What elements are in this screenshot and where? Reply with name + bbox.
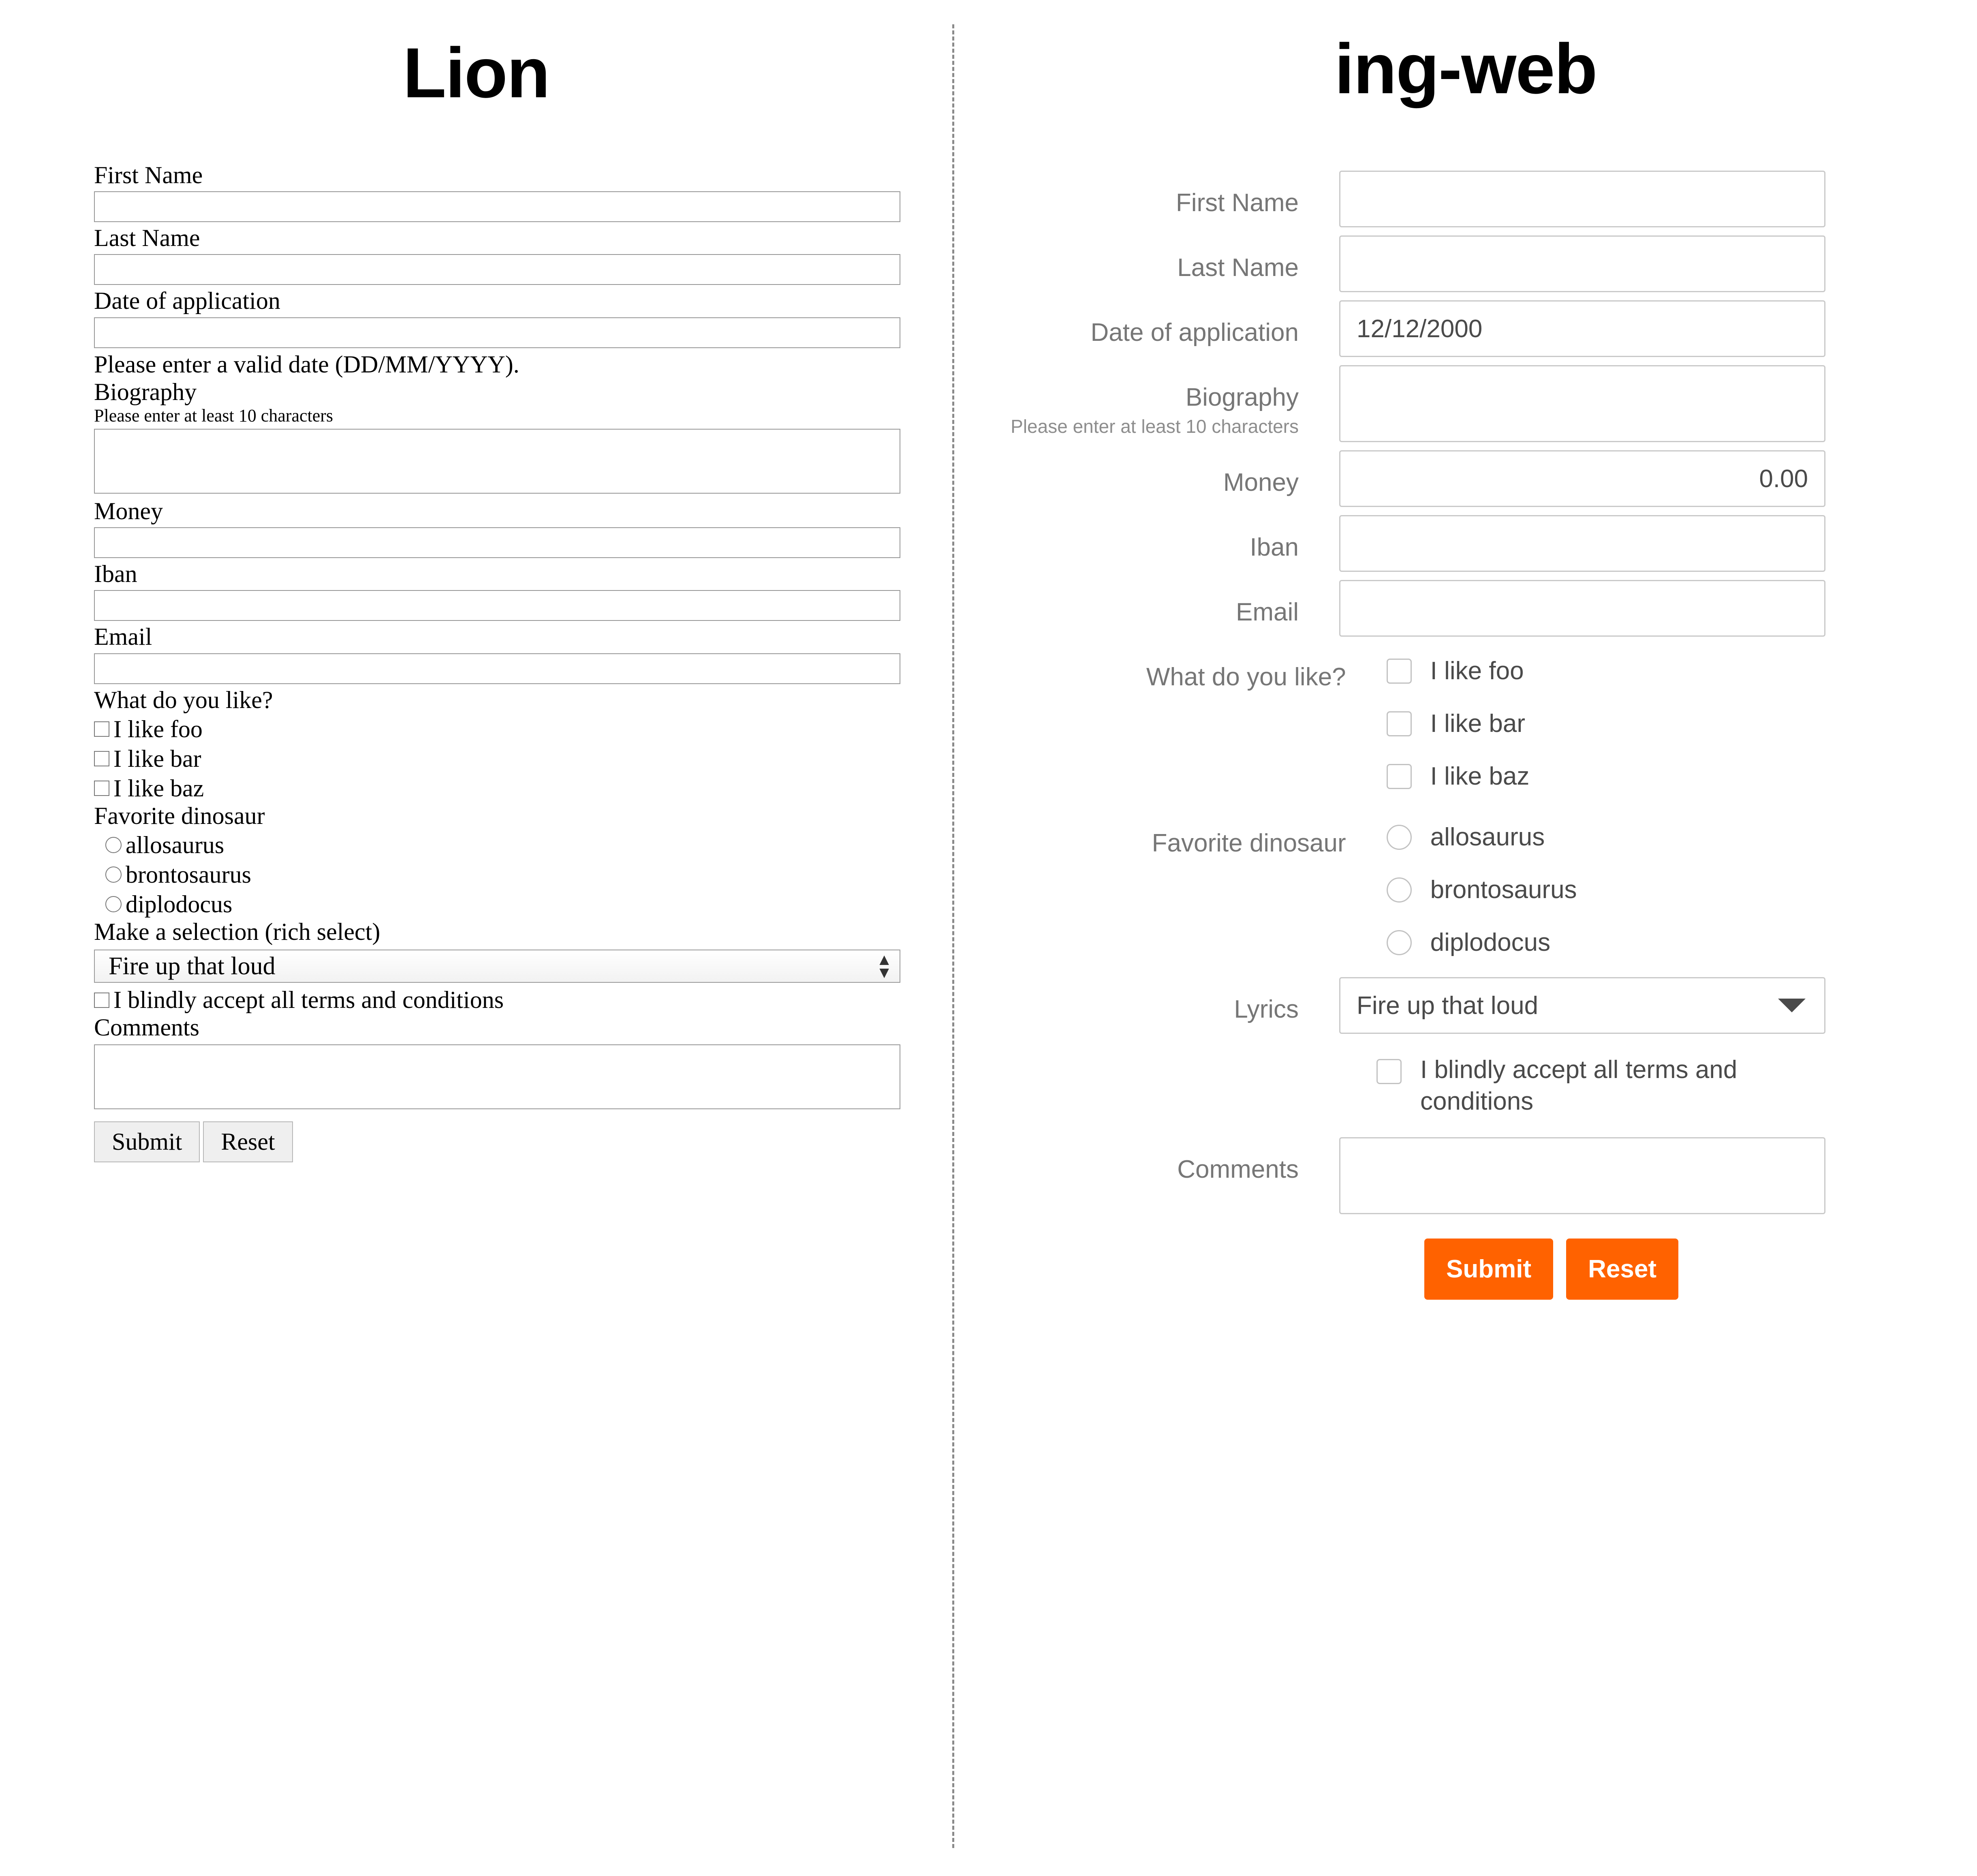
ing-biography-field xyxy=(1339,365,1825,442)
left-panel-title: Lion xyxy=(403,34,549,113)
ing-biography-label xyxy=(995,365,1339,437)
ing-radio-group xyxy=(1387,811,1825,969)
left-checkbox-baz[interactable] xyxy=(94,774,900,802)
ing-last-name-label: Last Name xyxy=(1177,254,1299,282)
left-panel xyxy=(0,0,952,1876)
ing-radio-allosaurus[interactable] xyxy=(1387,811,1825,864)
left-comments-label: Comments xyxy=(94,1014,200,1041)
ing-iban-field xyxy=(1339,515,1825,572)
ing-comments-label: Comments xyxy=(1177,1155,1299,1183)
ing-email-row xyxy=(995,580,1825,637)
ing-biography-textarea[interactable] xyxy=(1339,365,1825,442)
right-panel-title: ing-web xyxy=(1334,30,1597,109)
left-radio-brontosaurus-label: brontosaurus xyxy=(126,861,251,888)
left-date-label: Date of application xyxy=(94,287,280,314)
ing-checkbox-baz[interactable] xyxy=(1387,750,1825,803)
ing-terms-row xyxy=(995,1042,1825,1129)
radio-icon[interactable] xyxy=(105,837,122,853)
ing-date-row xyxy=(995,300,1825,357)
left-checkbox-foo-label: I like foo xyxy=(113,715,203,742)
left-date-input[interactable] xyxy=(94,317,900,348)
ing-terms-label: I blindly accept all terms and conditions xyxy=(1420,1056,1738,1115)
checkbox-icon[interactable] xyxy=(1387,711,1412,736)
ing-last-name-row xyxy=(995,235,1825,292)
radio-icon[interactable] xyxy=(105,866,122,883)
left-terms-label: I blindly accept all terms and conditions xyxy=(113,986,504,1014)
checkbox-icon[interactable] xyxy=(1387,764,1412,789)
ing-checkbox-bar[interactable] xyxy=(1387,697,1825,750)
ing-terms-spacer xyxy=(995,1042,1376,1061)
ing-first-name-row xyxy=(995,171,1825,227)
checkbox-icon[interactable] xyxy=(94,781,109,796)
ing-biography-hint: Please enter at least 10 characters xyxy=(1011,416,1299,437)
left-comments-textarea[interactable] xyxy=(94,1044,900,1109)
left-money-input[interactable] xyxy=(94,527,900,558)
left-last-name-label: Last Name xyxy=(94,225,200,252)
left-money-label: Money xyxy=(94,498,163,525)
left-biography-hint: Please enter at least 10 characters xyxy=(94,405,333,426)
radio-icon[interactable] xyxy=(1387,825,1412,850)
left-checkbox-foo[interactable] xyxy=(94,715,900,743)
ing-select-value: Fire up that loud xyxy=(1357,991,1539,1020)
left-checkbox-group-label: What do you like? xyxy=(94,686,273,713)
ing-first-name-input[interactable] xyxy=(1339,171,1825,227)
ing-checkbox-baz-label: I like baz xyxy=(1430,762,1530,791)
ing-last-name-field xyxy=(1339,235,1825,292)
left-biography-textarea[interactable] xyxy=(94,429,900,494)
left-first-name-label: First Name xyxy=(94,162,203,188)
left-radio-group-label: Favorite dinosaur xyxy=(94,802,265,829)
ing-terms-field xyxy=(1376,1042,1825,1129)
ing-first-name-field xyxy=(1339,171,1825,227)
ing-form xyxy=(995,171,1825,1300)
ing-email-input[interactable] xyxy=(1339,580,1825,637)
ing-terms-checkbox[interactable] xyxy=(1376,1054,1825,1117)
left-email-input[interactable] xyxy=(94,653,900,684)
ing-radio-brontosaurus-label: brontosaurus xyxy=(1430,876,1577,904)
ing-radio-group-row xyxy=(995,811,1825,969)
left-select-label: Make a selection (rich select) xyxy=(94,918,380,945)
left-form xyxy=(94,162,900,1162)
left-select-value: Fire up that loud xyxy=(109,952,276,980)
left-biography-label: Biography xyxy=(94,378,197,405)
ing-comments-field xyxy=(1339,1137,1825,1214)
ing-iban-input[interactable] xyxy=(1339,515,1825,572)
left-radio-allosaurus-label: allosaurus xyxy=(126,831,224,858)
ing-button-row xyxy=(1424,1239,1825,1300)
ing-radio-group-label: Favorite dinosaur xyxy=(1152,829,1346,857)
checkbox-icon[interactable] xyxy=(94,993,109,1008)
ing-checkbox-group-label: What do you like? xyxy=(1146,663,1346,691)
spinner-arrows-icon[interactable]: ▲ ▼ xyxy=(876,950,892,982)
left-email-label: Email xyxy=(94,623,152,650)
ing-email-label: Email xyxy=(1235,598,1299,626)
chevron-down-icon[interactable] xyxy=(1778,999,1806,1012)
ing-iban-label: Iban xyxy=(1250,533,1299,561)
radio-icon[interactable] xyxy=(105,896,122,912)
ing-email-field xyxy=(1339,580,1825,637)
ing-money-label: Money xyxy=(1223,468,1299,496)
ing-date-input[interactable]: 12/12/2000 xyxy=(1339,300,1825,357)
ing-select[interactable] xyxy=(1339,977,1825,1034)
checkbox-icon[interactable] xyxy=(1387,659,1412,684)
ing-last-name-input[interactable] xyxy=(1339,235,1825,292)
ing-date-field xyxy=(1339,300,1825,357)
left-first-name-input[interactable] xyxy=(94,191,900,222)
ing-checkbox-foo-label: I like foo xyxy=(1430,657,1524,685)
ing-radio-diplodocus-label: diplodocus xyxy=(1430,928,1551,957)
ing-checkbox-bar-label: I like bar xyxy=(1430,710,1525,738)
left-checkbox-bar[interactable] xyxy=(94,745,900,773)
right-panel xyxy=(954,0,1977,1876)
left-radio-allosaurus[interactable] xyxy=(94,831,900,859)
left-radio-diplodocus[interactable] xyxy=(94,890,900,918)
ing-money-input[interactable]: 0.00 xyxy=(1339,450,1825,507)
left-select[interactable] xyxy=(94,950,900,983)
checkbox-icon[interactable] xyxy=(94,751,109,766)
ing-iban-row xyxy=(995,515,1825,572)
ing-money-field xyxy=(1339,450,1825,507)
ing-checkbox-group xyxy=(1387,645,1825,803)
ing-comments-row xyxy=(995,1137,1825,1214)
ing-biography-row xyxy=(995,365,1825,442)
ing-date-label: Date of application xyxy=(1090,319,1299,347)
ing-reset-button[interactable]: Reset xyxy=(1566,1239,1678,1300)
ing-radio-diplodocus[interactable] xyxy=(1387,916,1825,969)
left-last-name-input[interactable] xyxy=(94,254,900,285)
left-checkbox-bar-label: I like bar xyxy=(113,745,201,772)
left-submit-button[interactable]: Submit xyxy=(94,1121,200,1162)
left-reset-button[interactable]: Reset xyxy=(203,1121,293,1162)
ing-select-label: Lyrics xyxy=(1234,995,1299,1023)
ing-comments-textarea[interactable] xyxy=(1339,1137,1825,1214)
left-iban-input[interactable] xyxy=(94,590,900,621)
ing-first-name-label: First Name xyxy=(1176,189,1299,217)
left-button-row xyxy=(94,1121,900,1162)
left-radio-brontosaurus[interactable] xyxy=(94,861,900,889)
ing-submit-button[interactable]: Submit xyxy=(1424,1239,1553,1300)
ing-checkbox-foo[interactable] xyxy=(1387,645,1825,697)
ing-money-row xyxy=(995,450,1825,507)
ing-biography-label-text: Biography xyxy=(1185,383,1299,411)
left-terms-checkbox[interactable] xyxy=(94,986,900,1014)
checkbox-icon[interactable] xyxy=(1376,1059,1402,1084)
left-radio-diplodocus-label: diplodocus xyxy=(126,890,233,918)
radio-icon[interactable] xyxy=(1387,877,1412,903)
ing-select-field xyxy=(1339,977,1825,1034)
checkbox-icon[interactable] xyxy=(94,721,109,737)
left-date-error: Please enter a valid date (DD/MM/YYYY). xyxy=(94,351,519,378)
left-iban-label: Iban xyxy=(94,560,137,588)
ing-select-row xyxy=(995,977,1825,1034)
ing-radio-brontosaurus[interactable] xyxy=(1387,864,1825,916)
ing-radio-allosaurus-label: allosaurus xyxy=(1430,823,1545,851)
left-checkbox-baz-label: I like baz xyxy=(113,774,204,802)
radio-icon[interactable] xyxy=(1387,930,1412,955)
ing-checkbox-group-row xyxy=(995,645,1825,803)
